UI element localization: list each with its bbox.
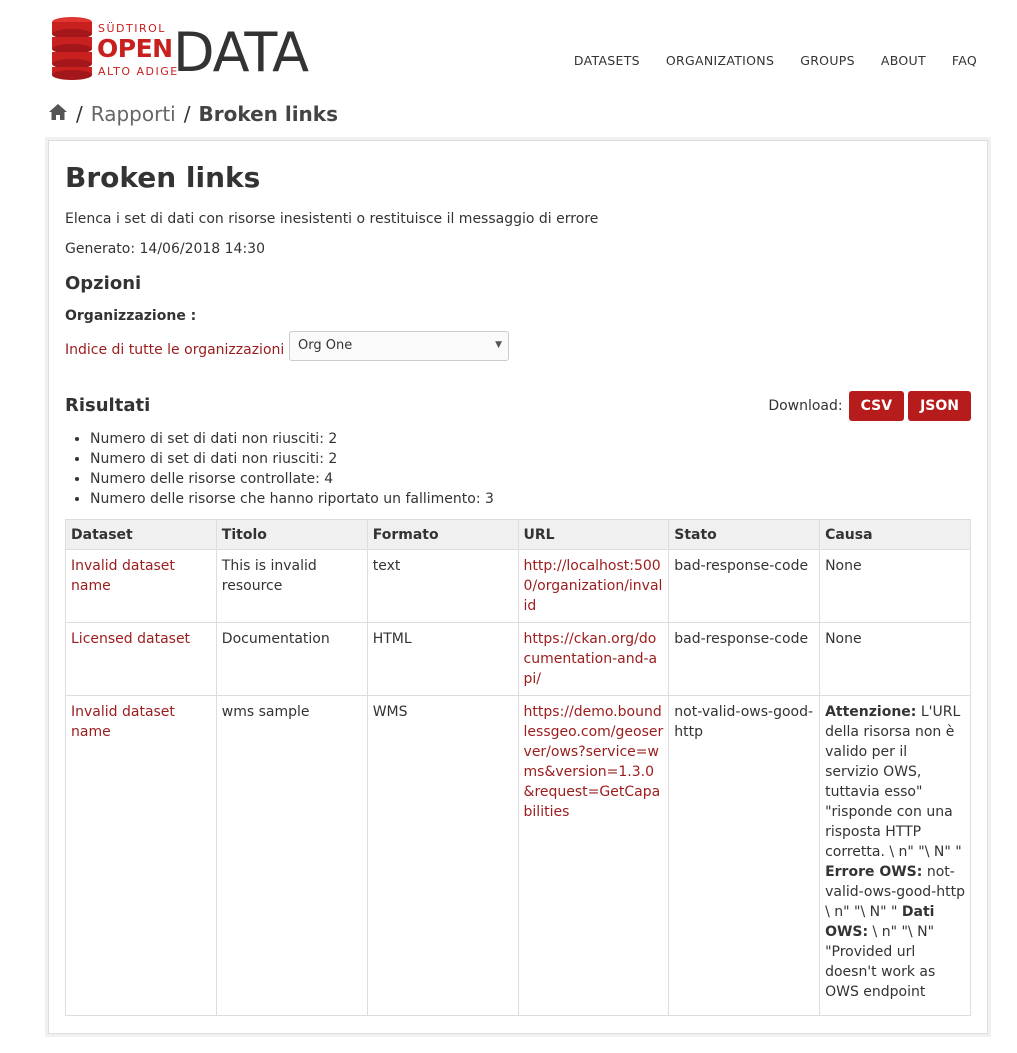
- download-csv-button[interactable]: CSV: [849, 391, 904, 421]
- url-cell: [518, 550, 669, 623]
- page-title: Broken links: [65, 161, 261, 194]
- cause-cell: None: [820, 623, 971, 696]
- url-cell: [518, 696, 669, 1016]
- stat-item: • Numero di set di dati non riusciti: 2: [90, 429, 494, 449]
- results-heading: Risultati: [65, 395, 151, 416]
- nav-about[interactable]: ABOUT: [880, 53, 926, 68]
- site-header: [0, 0, 1017, 100]
- cause-error-label: Errore OWS:: [825, 864, 923, 880]
- format-cell: text: [367, 550, 518, 623]
- logo-open-text: OPEN: [97, 34, 173, 63]
- table-row: [66, 550, 971, 623]
- column-header-url: URL: [518, 520, 669, 550]
- column-header-title: Titolo: [216, 520, 367, 550]
- chevron-down-icon: ▼: [495, 340, 502, 350]
- resource-url-link[interactable]: http://localhost:5000/organization/invalid: [523, 558, 663, 614]
- logo-altoadige-text: ALTO ADIGE: [98, 65, 179, 78]
- breadcrumb-current[interactable]: Broken links: [198, 102, 338, 126]
- url-cell: [518, 623, 669, 696]
- column-header-format: Formato: [367, 520, 518, 550]
- results-stats: [65, 429, 494, 509]
- title-cell: wms sample: [216, 696, 367, 1016]
- broken-links-table: [65, 519, 971, 1016]
- logo-stack-icon: [50, 16, 94, 80]
- column-header-status: Stato: [669, 520, 820, 550]
- breadcrumb-reports[interactable]: Rapporti: [90, 102, 176, 126]
- dataset-link[interactable]: Licensed dataset: [71, 631, 191, 647]
- generated-timestamp: Generato: 14/06/2018 14:30: [65, 241, 265, 257]
- breadcrumb-separator: /: [183, 102, 191, 126]
- nav-groups[interactable]: GROUPS: [800, 53, 855, 68]
- table-row: [66, 696, 971, 1016]
- resource-url-link[interactable]: https://demo.boundlessgeo.com/geoserver/ows?service=wms&version=1.3.0&request=GetCapabilities: [523, 704, 664, 820]
- dataset-cell: [66, 696, 217, 1016]
- logo-data-text: DATA: [173, 21, 309, 84]
- breadcrumb-home[interactable]: [48, 102, 68, 126]
- download-bar: [768, 391, 971, 421]
- nav-organizations[interactable]: ORGANIZATIONS: [665, 53, 775, 68]
- download-json-button[interactable]: JSON: [908, 391, 971, 421]
- report-card: [48, 140, 988, 1034]
- logo-suedtirol-text: SÜDTIROL: [98, 22, 166, 35]
- dataset-link[interactable]: Invalid dataset name: [71, 704, 175, 740]
- column-header-cause: Causa: [820, 520, 971, 550]
- organization-select[interactable]: [289, 331, 509, 361]
- cause-data-label: Dati OWS:: [825, 904, 935, 940]
- format-cell: WMS: [367, 696, 518, 1016]
- breadcrumb: [48, 100, 338, 128]
- organization-select-value: Org One: [298, 338, 353, 353]
- page-description: Elenca i set di dati con risorse inesistenti o restituisce il messaggio di errore: [65, 211, 599, 227]
- cause-cell: [820, 696, 971, 1016]
- status-cell: not-valid-ows-good-http: [669, 696, 820, 1016]
- dataset-link[interactable]: Invalid dataset name: [71, 558, 175, 594]
- dataset-cell: [66, 623, 217, 696]
- stat-item: • Numero di set di dati non riusciti: 2: [90, 449, 494, 469]
- resource-url-link[interactable]: https://ckan.org/documentation-and-api/: [523, 631, 658, 687]
- nav-faq[interactable]: FAQ: [951, 53, 977, 68]
- options-heading: Opzioni: [65, 273, 142, 294]
- title-cell: This is invalid resource: [216, 550, 367, 623]
- main-nav: [574, 53, 977, 68]
- format-cell: HTML: [367, 623, 518, 696]
- breadcrumb-separator: /: [76, 102, 83, 126]
- stat-item: • Numero delle risorse controllate: 4: [90, 469, 494, 489]
- table-header-row: [66, 520, 971, 550]
- title-cell: Documentation: [216, 623, 367, 696]
- download-label: Download:: [768, 398, 843, 414]
- nav-datasets[interactable]: DATASETS: [573, 53, 640, 68]
- status-cell: bad-response-code: [669, 623, 820, 696]
- site-logo[interactable]: [50, 14, 309, 84]
- table-row: [66, 623, 971, 696]
- home-icon: [48, 103, 68, 121]
- organization-label: Organizzazione :: [65, 308, 197, 324]
- cause-data-text: \ n" "\ N" "Provided url doesn't work as OWS endpoint: [825, 924, 936, 1000]
- cause-error-text: not-valid-ows-good-http \ n" "\ N" ": [825, 864, 965, 920]
- cause-cell: None: [820, 550, 971, 623]
- status-cell: bad-response-code: [669, 550, 820, 623]
- column-header-dataset: Dataset: [66, 520, 217, 550]
- cause-warning-label: Attenzione:: [825, 704, 917, 720]
- cause-warning-text: L'URL della risorsa non è valido per il servizio OWS, tuttavia esso" "risponde con una risposta HTTP corretta. \ n" "\ N" ": [825, 704, 962, 860]
- organization-index-link[interactable]: Indice di tutte le organizzazioni: [65, 342, 285, 358]
- stat-item: • Numero delle risorse che hanno riportato un fallimento: 3: [90, 489, 494, 509]
- dataset-cell: [66, 550, 217, 623]
